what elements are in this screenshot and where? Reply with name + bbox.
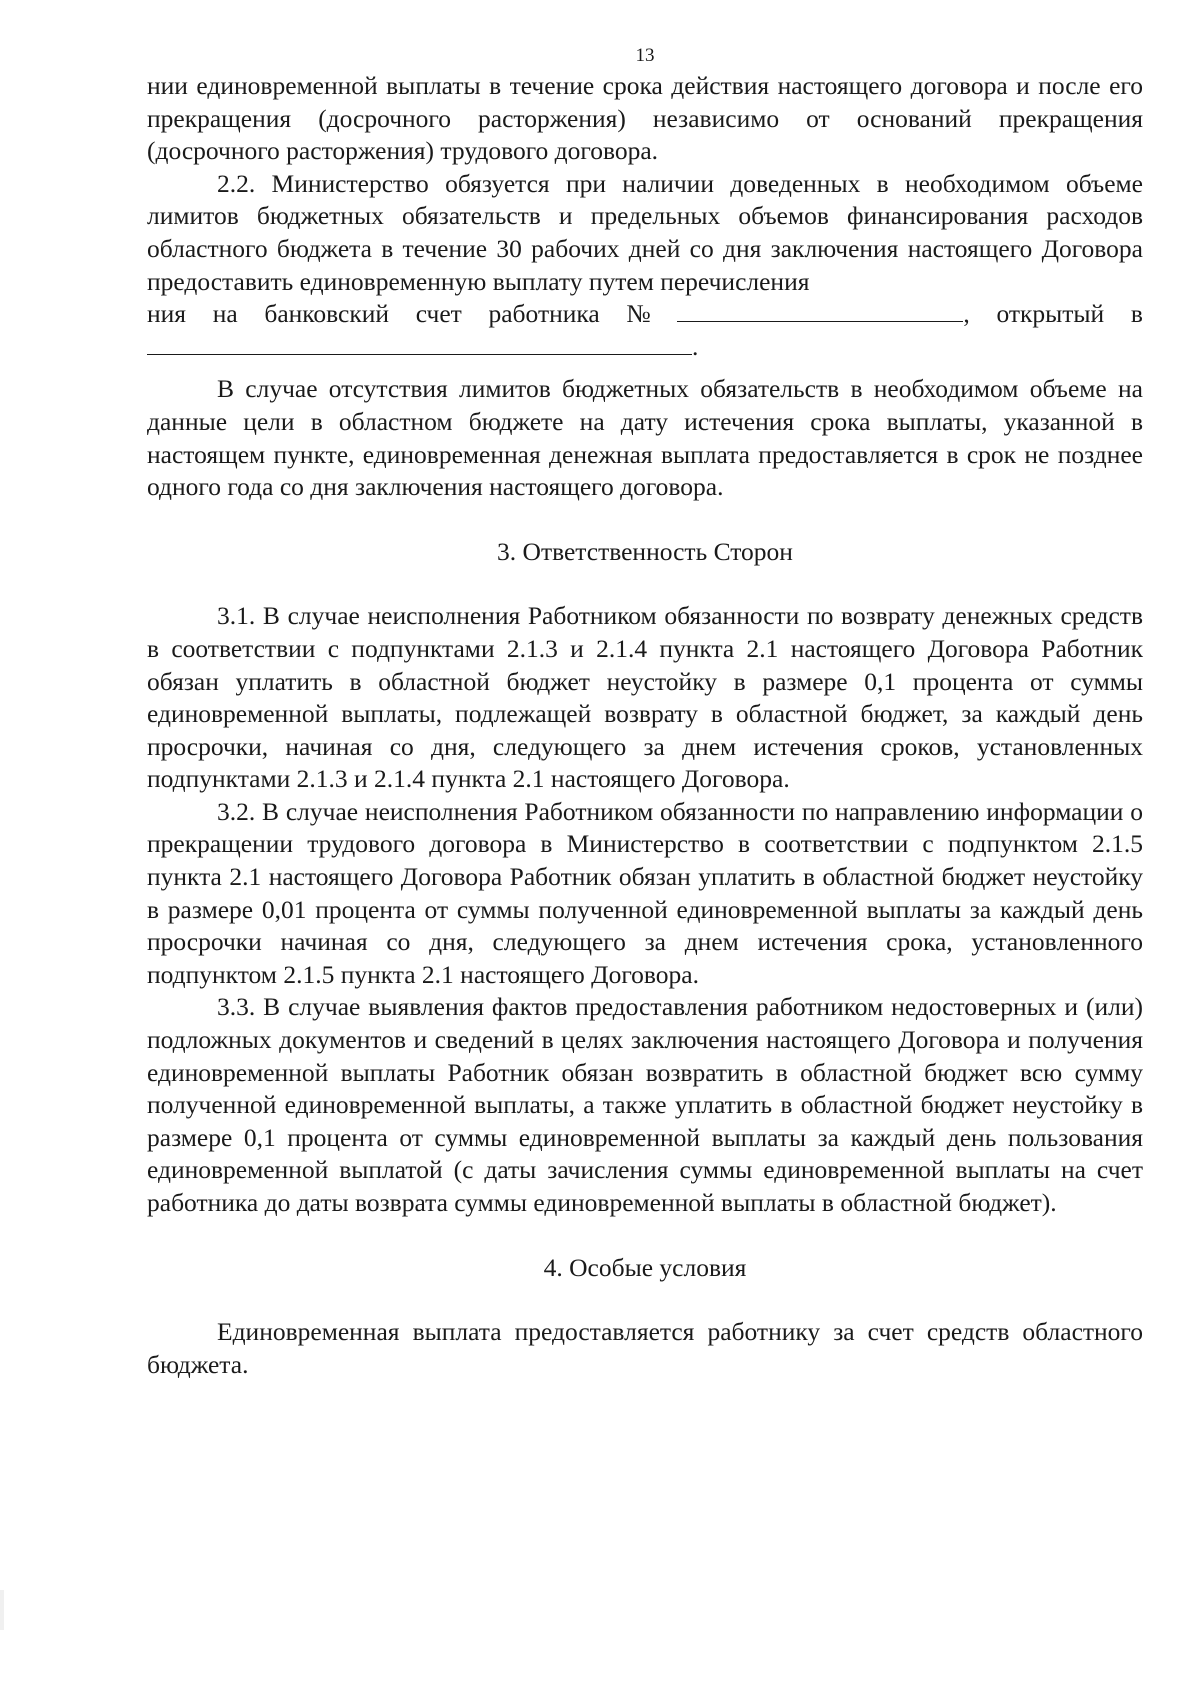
- page-number: 13: [635, 45, 655, 66]
- account-word-4: счет: [415, 299, 462, 329]
- bank-name-blank: [147, 332, 692, 355]
- account-word-5: работника: [488, 299, 600, 329]
- account-word-7: открытый: [996, 299, 1105, 329]
- account-word-3: банковский: [264, 299, 390, 329]
- paragraph-intro-continuation: нии единовременной выплаты в течение срока действия настоящего договора и после его прекращения (досрочного расторжения) независимо от оснований прекращения (досрочного расторжения) трудового договора.: [147, 71, 1143, 166]
- scan-edge-mark: [0, 1590, 4, 1630]
- bank-line-period: .: [692, 331, 699, 361]
- account-comma: ,: [963, 299, 970, 329]
- paragraph-2-2-limits: В случае отсутствия лимитов бюджетных обязательств в необходимом объеме на данные цели в областном бюджете на дату истечения срока выплаты, указанной в настоящем пункте, единовременная денежная выплата предоставляется в срок не позднее одного года со дня заключения настоящего договора.: [147, 374, 1143, 502]
- paragraph-3-2: 3.2. В случае неисполнения Работником обязанности по направлению информации о прекращении трудового договора в Министерство в соответствии с подпунктом 2.1.5 пункта 2.1 настоящего Договора Работник обязан уплатить в областной бюджет неустойку в размере 0,01 процента от суммы полученной единовременной выплаты за каждый день просрочки начиная со дня, следующего за днем истечения срока, установленного подпунктом 2.1.5 пункта 2.1 настоящего Договора.: [147, 796, 1143, 989]
- account-word-2: на: [212, 299, 238, 329]
- account-word-8: в: [1130, 299, 1143, 329]
- paragraph-2-2: 2.2. Министерство обязуется при наличии доведенных в необходимом объеме лимитов бюджетных обязательств и предельных объемов финансирования расходов областного бюджета в течение 30 рабочих дней со дня заключения настоящего Договора предоставить единовременную выплату путем перечисления: [147, 168, 1143, 296]
- section-4-title: 4. Особые условия: [543, 1252, 747, 1282]
- account-number-blank: [677, 299, 963, 322]
- account-number-sign: №: [626, 299, 651, 329]
- bank-name-line: [147, 331, 1143, 364]
- spacer: [147, 1284, 1143, 1316]
- account-number-line: [147, 298, 1143, 331]
- document-page: [147, 44, 1143, 1381]
- spacer: [147, 1220, 1143, 1252]
- paragraph-3-1: 3.1. В случае неисполнения Работником обязанности по возврату денежных средств в соответствии с подпунктами 2.1.3 и 2.1.4 пункта 2.1 настоящего Договора Работник обязан уплатить в областной бюджет неустойку в размере 0,1 процента от суммы единовременной выплаты, подлежащей возврату в областной бюджет, за каждый день просрочки, начиная со дня, следующего за днем истечения сроков, установленных подпунктами 2.1.3 и 2.1.4 пункта 2.1 настоящего Договора.: [147, 601, 1143, 794]
- spacer: [147, 568, 1143, 600]
- spacer: [147, 504, 1143, 536]
- paragraph-4: Единовременная выплата предоставляется работнику за счет средств областного бюджета.: [147, 1317, 1143, 1379]
- account-blank-group: [677, 298, 969, 331]
- section-3-title: 3. Ответственность Сторон: [497, 536, 793, 566]
- account-word-1: ния: [147, 299, 187, 329]
- paragraph-3-3: 3.3. В случае выявления фактов предоставления работником недостоверных и (или) подложных документов и сведений в целях заключения настоящего Договора и получения единовременной выплаты Работник обязан возвратить в областной бюджет всю сумму полученной единовременной выплаты, а также уплатить в областной бюджет неустойку в размере 0,1 процента от суммы единовременной выплаты за каждый день пользования единовременной выплатой (с даты зачисления суммы единовременной выплаты на счет работника до даты возврата суммы единовременной выплаты в областной бюджет).: [147, 992, 1143, 1217]
